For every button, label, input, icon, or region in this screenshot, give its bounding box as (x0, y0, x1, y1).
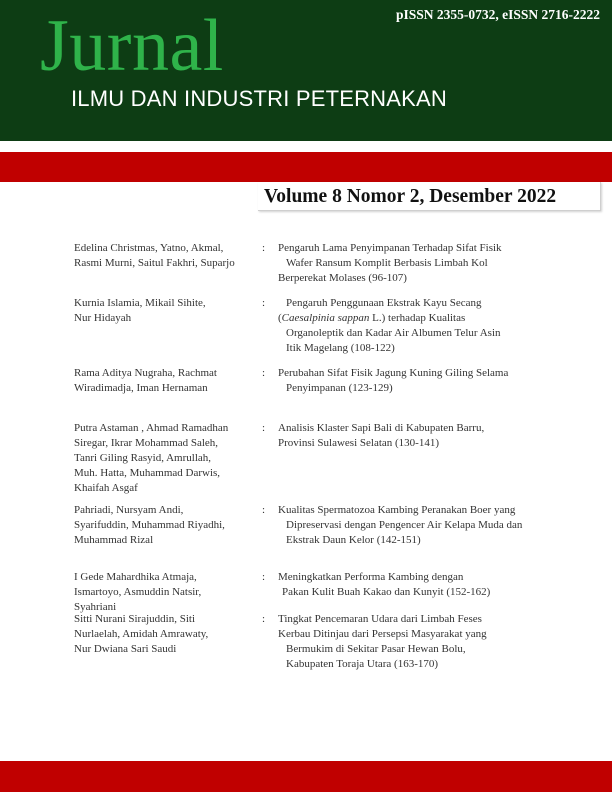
title-line: Provinsi Sulawesi Selatan (130-141) (278, 437, 440, 449)
separator-colon: : (262, 613, 266, 625)
title-line: Bermukim di Sekitar Pasar Hewan Bolu, (286, 643, 466, 655)
title-line: Wafer Ransum Komplit Berbasis Limbah Kol (286, 257, 488, 269)
title-line: Dipreservasi dengan Pengencer Air Kelapa Muda dan (286, 519, 523, 531)
title-line: Pengaruh Penggunaan Ekstrak Kayu Secang (286, 297, 482, 309)
author-line: Ismartoyo, Asmuddin Natsir, (74, 586, 202, 598)
title-line: Kualitas Spermatozoa Kambing Peranakan Boer yang (278, 504, 516, 516)
bottom-red-band (0, 761, 612, 792)
title-line: Meningkatkan Performa Kambing dengan (278, 571, 464, 583)
author-line: Kurnia Islamia, Mikail Sihite, (74, 297, 206, 309)
article-title (278, 366, 568, 396)
title-line: (Caesalpinia sappan L.) terhadap Kualitas (278, 312, 466, 324)
journal-logo-script: Jurnal (40, 5, 224, 87)
author-line: Syahriani (74, 601, 117, 613)
separator-colon: : (262, 571, 266, 583)
title-line: Ekstrak Daun Kelor (142-151) (286, 534, 421, 546)
separator-colon: : (262, 504, 266, 516)
article-title (278, 241, 568, 286)
journal-full-name: ILMU DAN INDUSTRI PETERNAKAN (71, 86, 447, 111)
author-line: Muh. Hatta, Muhammad Darwis, (74, 467, 221, 479)
title-line: Pengaruh Lama Penyimpanan Terhadap Sifat Fisik (278, 242, 502, 254)
title-line: Penyimpanan (123-129) (286, 382, 393, 394)
author-line: Sitti Nurani Sirajuddin, Siti (74, 613, 196, 625)
author-line: Tanri Giling Rasyid, Amrullah, (74, 452, 212, 464)
author-line: Nur Hidayah (74, 312, 132, 324)
separator-colon: : (262, 242, 266, 254)
title-line: Organoleptik dan Kadar Air Albumen Telur Asin (286, 327, 501, 339)
author-line: Muhammad Rizal (74, 534, 154, 546)
article-authors (74, 503, 260, 548)
author-line: Rasmi Murni, Saitul Fakhri, Suparjo (74, 257, 235, 269)
title-line: Kerbau Ditinjau dari Persepsi Masyarakat yang (278, 628, 487, 640)
top-red-band (0, 152, 612, 182)
title-line: Analisis Klaster Sapi Bali di Kabupaten Barru, (278, 422, 485, 434)
separator-colon: : (262, 367, 266, 379)
title-line: Kabupaten Toraja Utara (163-170) (286, 658, 439, 670)
author-line: Rama Aditya Nugraha, Rachmat (74, 367, 217, 379)
author-line: Edelina Christmas, Yatno, Akmal, (74, 242, 224, 254)
issn-text: pISSN 2355-0732, eISSN 2716-2222 (395, 7, 600, 22)
separator-colon: : (262, 422, 266, 434)
author-line: Syarifuddin, Muhammad Riyadhi, (74, 519, 225, 531)
author-line: I Gede Mahardhika Atmaja, (74, 571, 197, 583)
article-authors (74, 421, 260, 496)
article-title (278, 503, 568, 548)
article-title (278, 421, 568, 451)
article-authors (74, 296, 260, 326)
article-authors (74, 366, 260, 396)
author-line: Khaifah Asgaf (74, 482, 138, 494)
article-authors (74, 570, 260, 615)
author-line: Pahriadi, Nursyam Andi, (74, 504, 184, 516)
article-title (278, 296, 568, 356)
author-line: Siregar, Ikrar Mohammad Saleh, (74, 437, 219, 449)
separator-colon: : (262, 297, 266, 309)
title-line: Pakan Kulit Buah Kakao dan Kunyit (152-162) (282, 586, 491, 598)
author-line: Nurlaelah, Amidah Amrawaty, (74, 628, 209, 640)
title-line: Berperekat Molases (96-107) (278, 272, 407, 284)
journal-header (0, 0, 612, 141)
title-line: Perubahan Sifat Fisik Jagung Kuning Giling Selama (278, 367, 509, 379)
author-line: Wiradimadja, Iman Hernaman (74, 382, 208, 394)
title-line: Itik Magelang (108-122) (286, 342, 395, 354)
issue-volume: Volume 8 Nomor 2, Desember 2022 (264, 186, 557, 207)
author-line: Putra Astaman , Ahmad Ramadhan (74, 422, 229, 434)
article-title (278, 570, 568, 600)
author-line: Nur Dwiana Sari Saudi (74, 643, 177, 655)
article-authors (74, 612, 260, 657)
article-authors (74, 241, 260, 271)
article-title (278, 612, 568, 672)
title-line: Tingkat Pencemaran Udara dari Limbah Feses (278, 613, 482, 625)
